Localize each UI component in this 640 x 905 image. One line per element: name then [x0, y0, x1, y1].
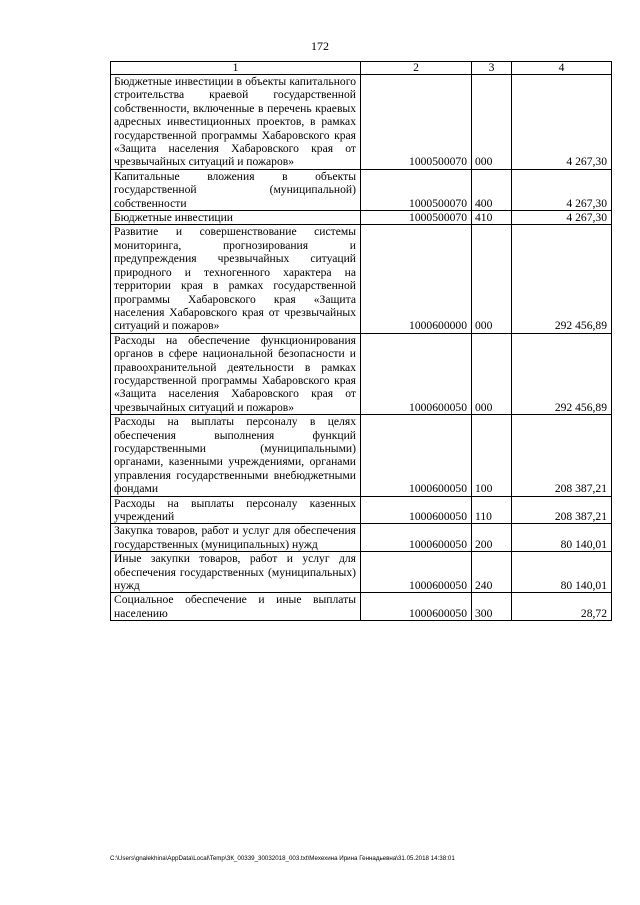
row-amount: 4 267,30	[512, 169, 612, 210]
table-row	[111, 552, 612, 593]
row-amount: 292 456,89	[512, 225, 612, 333]
header-col-3: 3	[472, 62, 512, 75]
header-col-2: 2	[361, 62, 472, 75]
row-type: 240	[472, 552, 512, 593]
row-name: Развитие и совершенствование системы мониторинга, прогнозирования и предупреждения чрезвычайных ситуаций природного и техногенного характера на территории края в рамках государственной программы Хабаровского края «Защита населения Хабаровского края от чрезвычайных ситуаций и пожаров»	[111, 225, 361, 333]
file-path-footer: C:\Users\gnalekhina\AppData\Local\Temp\ЗК_00339_30032018_003.txt\Мехехина Ирина Геннадьевна\31.05.2018 14:38:01	[110, 855, 455, 862]
row-amount: 4 267,30	[512, 75, 612, 170]
table-row	[111, 593, 612, 621]
row-type: 000	[472, 75, 512, 170]
table-row	[111, 75, 612, 170]
row-type: 100	[472, 415, 512, 496]
row-type: 200	[472, 524, 512, 552]
row-amount: 28,72	[512, 593, 612, 621]
budget-table-body	[111, 62, 612, 621]
row-name: Бюджетные инвестиции	[111, 211, 361, 225]
row-code: 1000600000	[361, 225, 472, 333]
row-type: 000	[472, 333, 512, 414]
row-code: 1000600050	[361, 552, 472, 593]
row-code: 1000500070	[361, 169, 472, 210]
row-amount: 4 267,30	[512, 211, 612, 225]
table-row	[111, 333, 612, 414]
table-row	[111, 524, 612, 552]
row-amount: 208 387,21	[512, 415, 612, 496]
budget-table	[110, 61, 612, 621]
row-type: 400	[472, 169, 512, 210]
row-code: 1000600050	[361, 496, 472, 524]
row-amount: 80 140,01	[512, 552, 612, 593]
row-name: Расходы на выплаты персоналу казенных учреждений	[111, 496, 361, 524]
page-number: 172	[311, 39, 329, 53]
row-name: Расходы на выплаты персоналу в целях обеспечения выполнения функций государственными (муниципальными) органами, казенными учреждениями, органами управления государственными внебюджетными фондами	[111, 415, 361, 496]
table-row	[111, 496, 612, 524]
row-amount: 292 456,89	[512, 333, 612, 414]
row-name: Капитальные вложения в объекты государственной (муниципальной) собственности	[111, 169, 361, 210]
header-col-4: 4	[512, 62, 612, 75]
row-name: Социальное обеспечение и иные выплаты населению	[111, 593, 361, 621]
table-row	[111, 225, 612, 333]
row-amount: 208 387,21	[512, 496, 612, 524]
row-name: Иные закупки товаров, работ и услуг для обеспечения государственных (муниципальных) нужд	[111, 552, 361, 593]
row-code: 1000600050	[361, 415, 472, 496]
row-name: Расходы на обеспечение функционирования органов в сфере национальной безопасности и правоохранительной деятельности в рамках государственной программы Хабаровского края «Защита населения Хабаровского края от чрезвычайных ситуаций и пожаров»	[111, 333, 361, 414]
table-row	[111, 415, 612, 496]
row-name: Бюджетные инвестиции в объекты капитального строительства краевой государственной собственности, включенные в перечень краевых адресных инвестиционных проектов, в рамках государственной программы Хабаровского края «Защита населения Хабаровского края от чрезвычайных ситуаций и пожаров»	[111, 75, 361, 170]
table-row	[111, 169, 612, 210]
row-code: 1000600050	[361, 333, 472, 414]
row-code: 1000600050	[361, 524, 472, 552]
row-amount: 80 140,01	[512, 524, 612, 552]
row-type: 110	[472, 496, 512, 524]
row-code: 1000500070	[361, 211, 472, 225]
row-code: 1000500070	[361, 75, 472, 170]
row-type: 000	[472, 225, 512, 333]
header-col-1: 1	[111, 62, 361, 75]
table-row	[111, 211, 612, 225]
row-name: Закупка товаров, работ и услуг для обеспечения государственных (муниципальных) нужд	[111, 524, 361, 552]
row-type: 300	[472, 593, 512, 621]
row-type: 410	[472, 211, 512, 225]
row-code: 1000600050	[361, 593, 472, 621]
table-header-row	[111, 62, 612, 75]
